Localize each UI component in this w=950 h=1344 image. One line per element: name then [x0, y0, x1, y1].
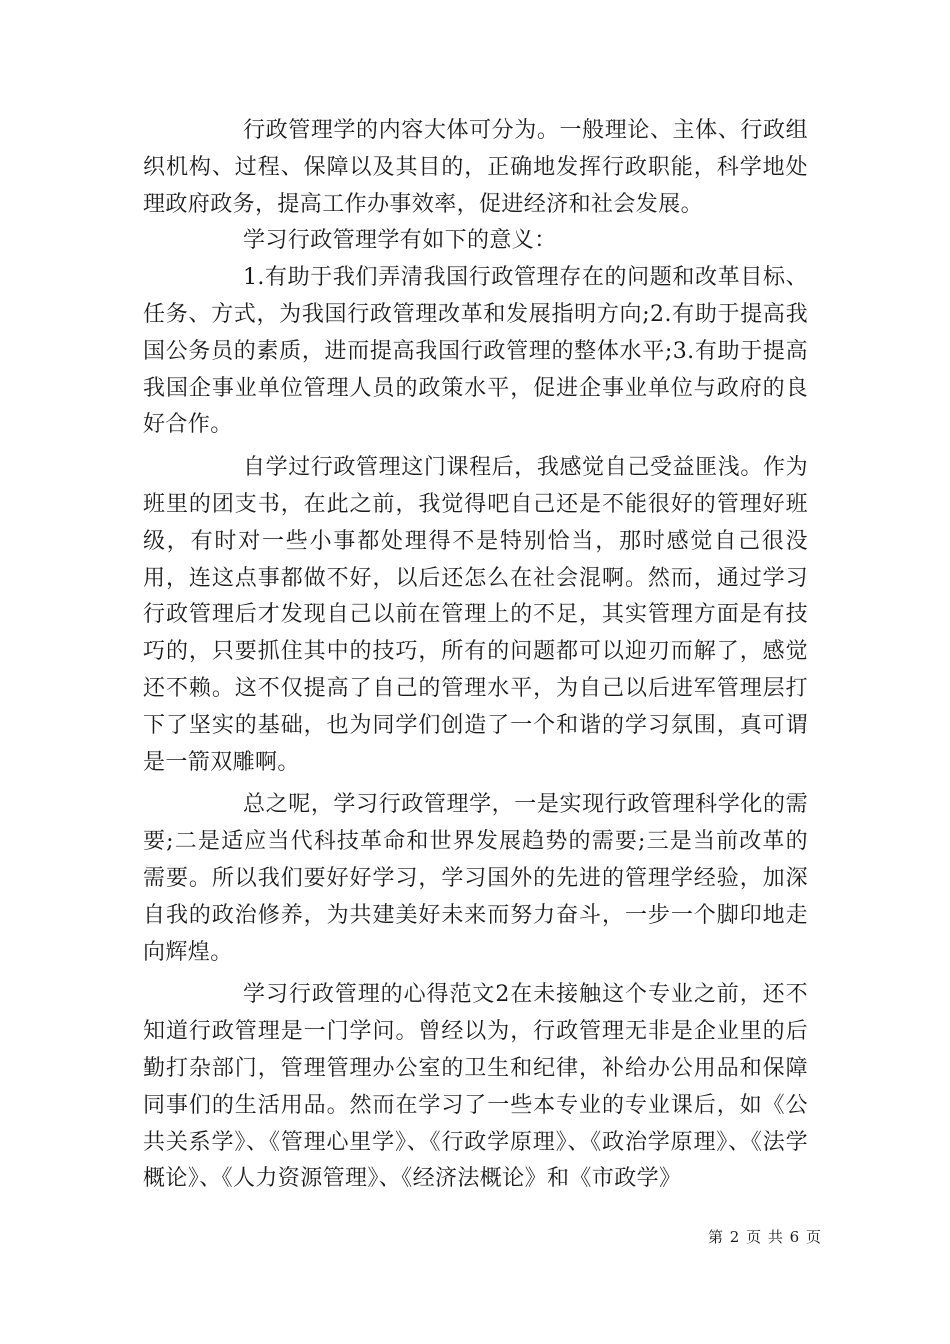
paragraph-significance-intro: 学习行政管理学有如下的意义：: [243, 228, 557, 254]
paragraph-sample-essay-2: 学习行政管理的心得范文2在未接触这个专业之前，还不知道行政管理是一门学问。曾经以为，行政管理无非是企业里的后勤打杂部门，管理管理办公室的卫生和纪律，补给办公用品和保障同事们的生活用品。然而在学习了一些本专业的专业课后，如《公共关系学》、《管理心里学》、《行政学原理》、《政治学原理》、《法学概论》、《人力资源管理》、《经济法概论》和《市政学》: [143, 982, 808, 1192]
page-footer: [0, 1226, 950, 1247]
page-number: 第 2 页 共 6 页: [708, 1228, 822, 1246]
paragraph-significance-list: 1.有助于我们弄清我国行政管理存在的问题和改革目标、任务、方式，为我国行政管理改革和发展指明方向;2.有助于提高我国公务员的素质，进而提高我国行政管理的整体水平;3.有助于提高我国企事业单位管理人员的政策水平，促进企事业单位与政府的良好合作。: [143, 265, 808, 438]
paragraph-content-overview: 行政管理学的内容大体可分为。一般理论、主体、行政组织机构、过程、保障以及其目的，正确地发挥行政职能，科学地处理政府政务，提高工作办事效率，促进经济和社会发展。: [143, 118, 808, 217]
paragraph-personal-experience: 自学过行政管理这门课程后，我感觉自己受益匪浅。作为班里的团支书，在此之前，我觉得吧自己还是不能很好的管理好班级，有时对一些小事都处理得不是特别恰当，那时感觉自己很没用，连这点事都做不好，以后还怎么在社会混啊。然而，通过学习行政管理后才发现自己以前在管理上的不足，其实管理方面是有技巧的，只要抓住其中的技巧，所有的问题都可以迎刃而解了，感觉还不赖。这不仅提高了自己的管理水平，为自己以后进军管理层打下了坚实的基础，也为同学们创造了一个和谐的学习氛围，真可谓是一箭双雕啊。: [143, 455, 808, 775]
document-body: [143, 113, 808, 1198]
paragraph-conclusion: 总之呢，学习行政管理学，一是实现行政管理科学化的需要;二是适应当代科技革命和世界发展趋势的需要;三是当前改革的需要。所以我们要好好学习，学习国外的先进的管理学经验，加深自我的政治修养，为共建美好未来而努力奋斗，一步一个脚印地走向辉煌。: [143, 792, 808, 965]
